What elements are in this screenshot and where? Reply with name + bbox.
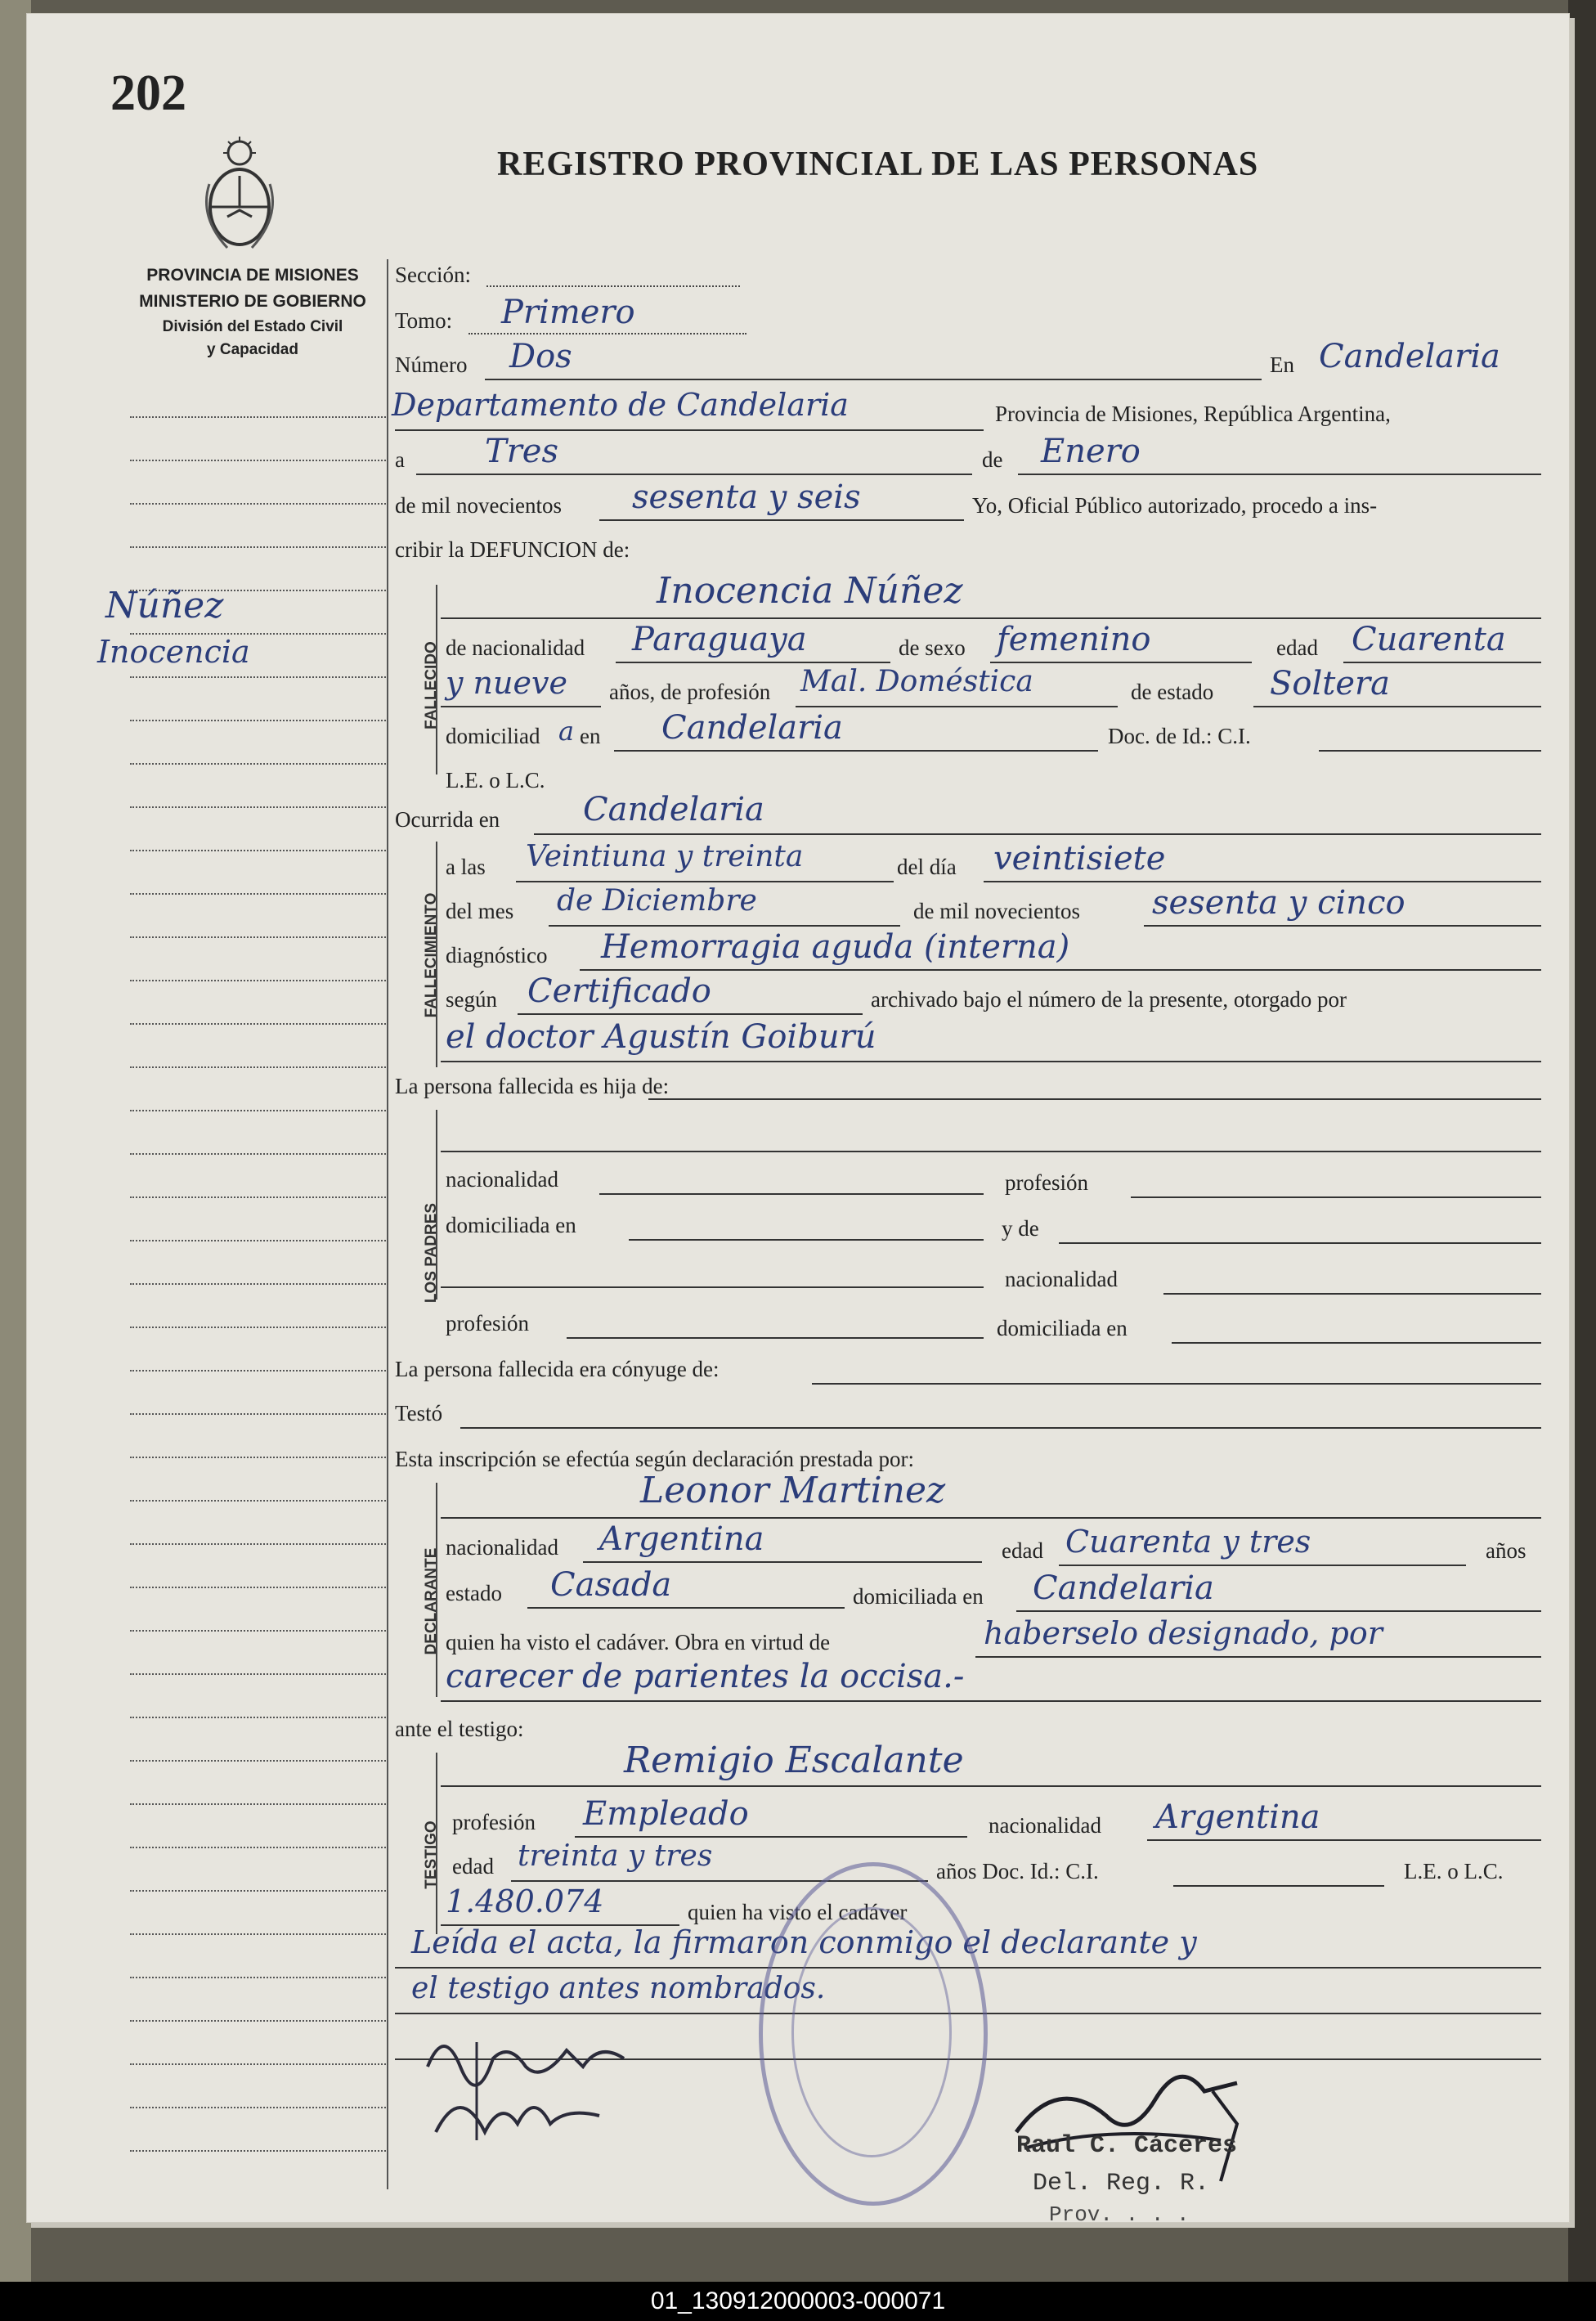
margin-line [130,416,388,418]
margin-line [130,1283,388,1285]
padres-bracket [436,1110,437,1300]
numero-value: Dos [509,338,572,375]
label-d-anos: años [1486,1538,1527,1563]
t-profesion-value: Empleado [583,1795,749,1833]
edad-value-1: Cuarenta [1352,621,1506,658]
label-en: En [1270,352,1294,377]
d-virtud-value-2: carecer de parientes la occisa.- [446,1658,965,1695]
margin-line [130,546,388,548]
estado-value: Soltera [1270,665,1390,703]
estado-line [1253,706,1541,707]
declarante-name-line [441,1517,1541,1519]
margin-line [130,1370,388,1372]
province-heading: PROVINCIA DE MISIONES [146,266,359,285]
side-label-padres: LOS PADRES [423,1202,440,1304]
conyuge-line [812,1383,1541,1385]
anio-line [599,519,964,521]
p-profesion-2-line [567,1337,984,1339]
d-edad-value: Cuarenta y tres [1065,1524,1311,1560]
departamento-value: Departamento de Candelaria [392,387,849,423]
t-doc-line [1173,1885,1384,1887]
side-label-declarante: DECLARANTE [423,1547,440,1655]
fallecido-bracket [436,585,437,774]
margin-line [130,503,388,505]
hora-line [516,881,894,882]
testo-line [460,1427,1541,1429]
testigo-name-line [441,1785,1541,1787]
label-conyuge: La persona fallecida era cónyuge de: [395,1357,720,1381]
label-anos-profesion: años, de profesión [609,680,771,704]
dia-fallecimiento-value: veintisiete [993,840,1166,878]
margin-line [130,1977,388,1978]
label-t-quien: quien ha visto el cadáver [688,1900,908,1924]
margin-surname: Núñez [105,585,224,626]
label-d-domiciliada: domiciliada en [853,1584,984,1609]
margin-line [130,2063,388,2065]
witness-signature-icon [411,2009,665,2157]
fallecimiento-bracket [436,842,437,1067]
ocurrida-en-value: Candelaria [583,791,764,828]
label-d-edad: edad [1002,1538,1043,1563]
label-mil-novecientos: de mil novecientos [395,493,562,518]
label-edad: edad [1276,635,1318,660]
margin-line [130,1196,388,1198]
d-estado-line [527,1607,845,1609]
seccion-line [486,285,740,287]
edad-line [1343,662,1541,663]
margin-line [130,1803,388,1805]
typed-signature-extra: Prov. . . . [1049,2202,1190,2227]
label-provincia: Provincia de Misiones, República Argentina, [995,402,1391,426]
margin-line [130,1153,388,1155]
dia-fallecimiento-line [984,881,1541,882]
label-t-profesion: profesión [452,1810,536,1834]
label-t-le-lc: L.E. o L.C. [1404,1859,1504,1883]
dia-line [416,474,972,475]
division-heading: División del Estado Civil [162,318,343,335]
page-title: REGISTRO PROVINCIAL DE LAS PERSONAS [497,146,1259,183]
otorgado-por-line [441,1061,1541,1062]
padre-name-line [441,1151,1541,1152]
label-p-profesion-2: profesión [446,1311,529,1336]
d-nacionalidad-line [583,1561,982,1563]
d-nacionalidad-value: Argentina [599,1520,764,1558]
sexo-value: femenino [997,621,1151,658]
margin-line [130,1066,388,1068]
margin-line [130,1630,388,1632]
side-label-fallecido: FALLECIDO [423,641,440,730]
margin-line [130,1110,388,1111]
label-doc-id: Doc. de Id.: C.I. [1108,724,1251,748]
side-label-fallecimiento: FALLECIMIENTO [423,892,440,1018]
segun-line [518,1013,863,1015]
margin-line [130,1500,388,1502]
nacionalidad-value: Paraguaya [632,621,807,658]
anio-value: sesenta y seis [632,478,861,516]
d-edad-line [1059,1565,1466,1566]
mes-fallecimiento-line [549,925,900,927]
label-estado: de estado [1131,680,1214,704]
d-domicilio-line [1016,1610,1541,1612]
en-value: Candelaria [1319,338,1500,375]
anio-fallecimiento-value: sesenta y cinco [1152,884,1405,922]
p-nacionalidad-2-line [1163,1293,1541,1295]
testigo-name: Remigio Escalante [624,1740,964,1781]
margin-line [130,980,388,981]
testigo-bracket [436,1753,437,1934]
label-inscripcion: Esta inscripción se efectúa según declaración prestada por: [395,1447,914,1471]
label-p-nacionalidad: nacionalidad [446,1167,558,1192]
label-del-dia: del día [897,855,957,879]
margin-line [130,720,388,721]
t-nacionalidad-line [1147,1839,1541,1841]
label-le-lc: L.E. o L.C. [446,768,545,792]
tomo-line [468,333,746,334]
p-extra-line [441,1286,984,1288]
margin-line [130,850,388,851]
numero-line [485,379,1262,380]
margin-line [130,1543,388,1545]
label-domiciliado-en: en [580,724,601,748]
book-cover-edge [1568,0,1596,2282]
label-de-mes: de [982,447,1003,472]
margin-line [130,1673,388,1675]
edad-2-line [441,706,601,707]
division-heading-2: y Capacidad [207,341,298,358]
declarante-bracket [436,1483,437,1697]
margin-line [130,460,388,461]
hora-value: Veintiuna y treinta [526,840,804,873]
label-diagnostico: diagnóstico [446,943,548,967]
margin-line [130,2150,388,2152]
margin-line [130,1587,388,1588]
label-hija-de: La persona fallecida es hija de: [395,1074,670,1098]
margin-line [130,2107,388,2108]
typed-signature-name: Raul C. Cáceres [1016,2132,1238,2160]
ocurrida-en-line [534,833,1541,835]
cierre-line-2: el testigo antes nombrados. [411,1972,826,2005]
label-p-nacionalidad-2: nacionalidad [1005,1267,1118,1291]
margin-line [130,2020,388,2022]
margin-line [130,1717,388,1718]
p-profesion-line [1131,1196,1541,1198]
margin-line [130,1933,388,1935]
anio-fallecimiento-line [1144,925,1541,927]
margin-line [130,1847,388,1848]
ministry-heading: MINISTERIO DE GOBIERNO [139,292,366,311]
label-t-anos-doc: años Doc. Id.: C.I. [936,1859,1099,1883]
t-edad-value: treinta y tres [518,1839,713,1873]
label-nacionalidad: de nacionalidad [446,635,585,660]
p-domiciliada-2-line [1172,1342,1541,1344]
mes-line [1018,474,1541,475]
margin-line [130,1413,388,1415]
margin-line [130,763,388,765]
t-documento-value: 1.480.074 [446,1883,604,1919]
label-t-nacionalidad: nacionalidad [989,1813,1101,1838]
typed-signature-role: Del. Reg. R. [1033,2170,1210,2198]
label-mil-nov-2: de mil novecientos [913,899,1080,923]
label-segun: según [446,987,497,1012]
label-p-domiciliada: domiciliada en [446,1213,576,1237]
margin-given-name: Inocencia [97,634,250,670]
label-p-profesion: profesión [1005,1170,1088,1195]
profesion-line [796,706,1118,707]
margin-line [130,1457,388,1458]
label-testo: Testó [395,1401,443,1425]
label-domiciliado: domiciliad [446,724,540,748]
label-inscribir: cribir la DEFUNCION de: [395,537,630,562]
t-nacionalidad-value: Argentina [1155,1798,1320,1836]
d-virtud-line-1 [975,1656,1541,1658]
margin-line [130,676,388,678]
margin-column-border [387,259,388,2189]
margin-line [130,1240,388,1241]
cierre-line-1: Leída el acta, la firmaron conmigo el declarante y [411,1924,1197,1960]
fallecido-name-line [441,617,1541,619]
diagnostico-line [580,969,1541,971]
image-caption: 01_130912000003-000071 [0,2282,1596,2321]
margin-line [130,1327,388,1328]
label-a-las: a las [446,855,486,879]
hija-de-line [648,1098,1541,1100]
margin-line [130,1760,388,1762]
departamento-line [395,429,984,431]
p-nacionalidad-line [599,1193,984,1195]
label-ocurrida-en: Ocurrida en [395,807,500,832]
label-numero: Número [395,352,468,377]
d-estado-value: Casada [550,1566,672,1604]
label-a: a [395,447,405,472]
label-archivado: archivado bajo el número de la presente, otorgado por [871,987,1347,1012]
diagnostico-value: Hemorragia aguda (interna) [601,928,1070,966]
register-page [26,13,1570,2227]
label-ante-testigo: ante el testigo: [395,1717,524,1741]
label-del-mes: del mes [446,899,514,923]
d-domicilio-value: Candelaria [1033,1569,1214,1607]
tomo-value: Primero [501,294,635,331]
segun-value: Certificado [527,972,711,1010]
margin-line [130,1890,388,1892]
t-profesion-line [575,1836,967,1838]
domicilio-line [614,750,1098,752]
label-oficial: Yo, Oficial Público autorizado, procedo a ins- [972,493,1378,518]
doc-id-line [1319,750,1541,752]
d-virtud-value-1: haberselo designado, por [984,1615,1383,1651]
margin-line [130,806,388,808]
label-d-estado: estado [446,1581,502,1605]
coat-of-arms-icon [195,135,285,258]
declarante-name: Leonor Martinez [640,1470,946,1511]
label-d-nacionalidad: nacionalidad [446,1535,558,1560]
sexo-line [990,662,1252,663]
profesion-value: Mal. Doméstica [800,665,1033,698]
dia-value: Tres [485,433,558,470]
mes-fallecimiento-value: de Diciembre [557,884,757,918]
label-tomo: Tomo: [395,308,453,333]
label-d-quien: quien ha visto el cadáver. Obra en virtud de [446,1630,831,1654]
label-sexo: de sexo [899,635,966,660]
page-number: 202 [110,65,186,121]
margin-line [130,893,388,895]
d-virtud-line-2 [441,1700,1541,1702]
official-stamp [759,1862,988,2206]
label-seccion: Sección: [395,263,471,287]
margin-line [130,936,388,938]
domicilio-sufijo: a [558,716,575,747]
edad-value-2: y nueve [446,665,567,701]
official-signature-icon [992,2026,1335,2189]
margin-line [130,1023,388,1025]
p-domiciliada-line [629,1239,984,1241]
nacionalidad-line [616,662,890,663]
otorgado-por-value: el doctor Agustín Goiburú [446,1018,876,1056]
madre-name-line [1059,1242,1541,1244]
label-t-edad: edad [452,1854,494,1879]
label-p-y-de: y de [1002,1216,1039,1241]
domicilio-value: Candelaria [661,709,843,747]
side-label-testigo: TESTIGO [423,1820,440,1889]
mes-value: Enero [1041,433,1141,470]
fallecido-name: Inocencia Núñez [657,570,963,612]
stamp-inner-ring [791,1907,952,2157]
label-p-domiciliada-2: domiciliada en [997,1316,1128,1340]
